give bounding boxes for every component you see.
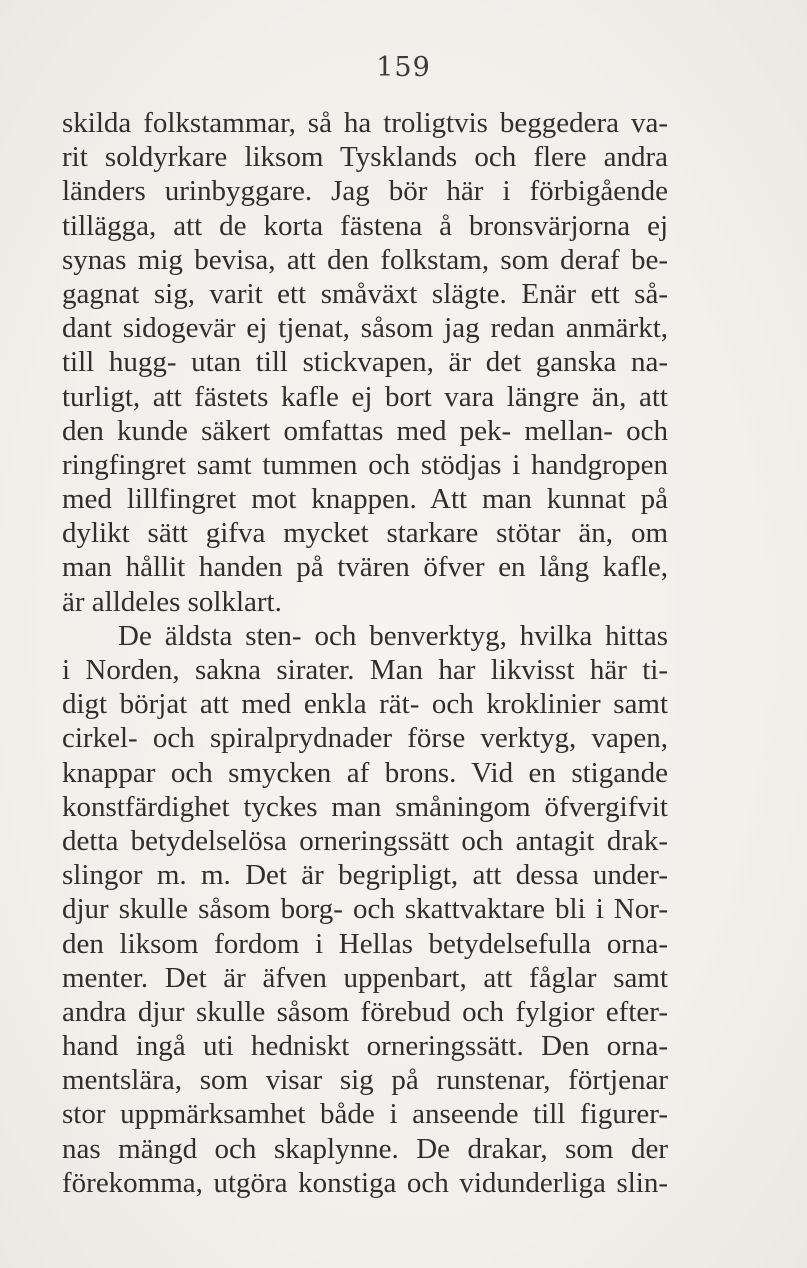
text-line: tillägga, att de korta fästena å bronsvärjorna ej [62, 209, 668, 242]
paragraph-end-line: är alldeles solklart. [62, 585, 282, 618]
text-line: till hugg- utan till stickvapen, är det ganska na- [62, 346, 668, 379]
paragraph-start-line: De äldsta sten- och benverktyg, hvilka hittas [118, 619, 668, 652]
text-line: turligt, att fästets kafle ej bort vara längre än, att [62, 380, 668, 413]
text-line: dylikt sätt gifva mycket starkare stötar än, om [62, 517, 668, 550]
text-line: stor uppmärksamhet både i anseende till figurer- [62, 1098, 668, 1131]
body-text [62, 106, 668, 1200]
text-line: andra djur skulle såsom förebud och fylgior efter- [62, 995, 668, 1028]
text-line: man hållit handen på tvären öfver en lång kafle, [62, 551, 668, 584]
text-line: detta betydelselösa orneringssätt och antagit drak- [62, 824, 668, 857]
text-line: hand ingå uti hedniskt orneringssätt. Den orna- [62, 1030, 668, 1063]
text-line: ringfingret samt tummen och stödjas i handgropen [62, 448, 668, 481]
text-line: djur skulle såsom borg- och skattvaktare bli i Nor- [62, 893, 668, 926]
text-line: den kunde säkert omfattas med pek- mellan- och [62, 414, 668, 447]
text-line: förekomma, utgöra konstiga och vidunderliga slin- [62, 1166, 668, 1199]
text-line: konstfärdighet tyckes man småningom öfvergifvit [62, 790, 668, 823]
text-line: mentslära, som visar sig på runstenar, förtjenar [62, 1064, 668, 1097]
text-line: i Norden, sakna sirater. Man har likvisst här ti- [62, 654, 668, 686]
text-line: knappar och smycken af brons. Vid en stigande [62, 756, 668, 789]
text-line: den liksom fordom i Hellas betydelsefulla orna- [62, 927, 668, 960]
page-number: 159 [376, 52, 431, 83]
text-line: gagnat sig, varit ett småväxt slägte. Enär ett så- [62, 277, 668, 310]
text-line: rit soldyrkare liksom Tysklands och flere andra [62, 141, 668, 174]
text-line: menter. Det är äfven uppenbart, att fåglar samt [62, 961, 668, 994]
text-line: skilda folkstammar, så ha troligtvis beggedera va- [62, 107, 668, 139]
text-line: slingor m. m. Det är begripligt, att dessa under- [62, 859, 668, 892]
text-line: digt börjat att med enkla rät- och kroklinier samt [62, 688, 668, 721]
text-line: med lillfingret mot knappen. Att man kunnat på [62, 483, 668, 516]
text-line: cirkel- och spiralprydnader förse verktyg, vapen, [62, 722, 668, 755]
text-line: nas mängd och skaplynne. De drakar, som der [62, 1132, 668, 1165]
text-line: länders urinbyggare. Jag bör här i förbigående [62, 175, 668, 208]
text-line: synas mig bevisa, att den folkstam, som deraf be- [62, 243, 668, 276]
text-line: dant sidogevär ej tjenat, såsom jag redan anmärkt, [62, 312, 668, 345]
